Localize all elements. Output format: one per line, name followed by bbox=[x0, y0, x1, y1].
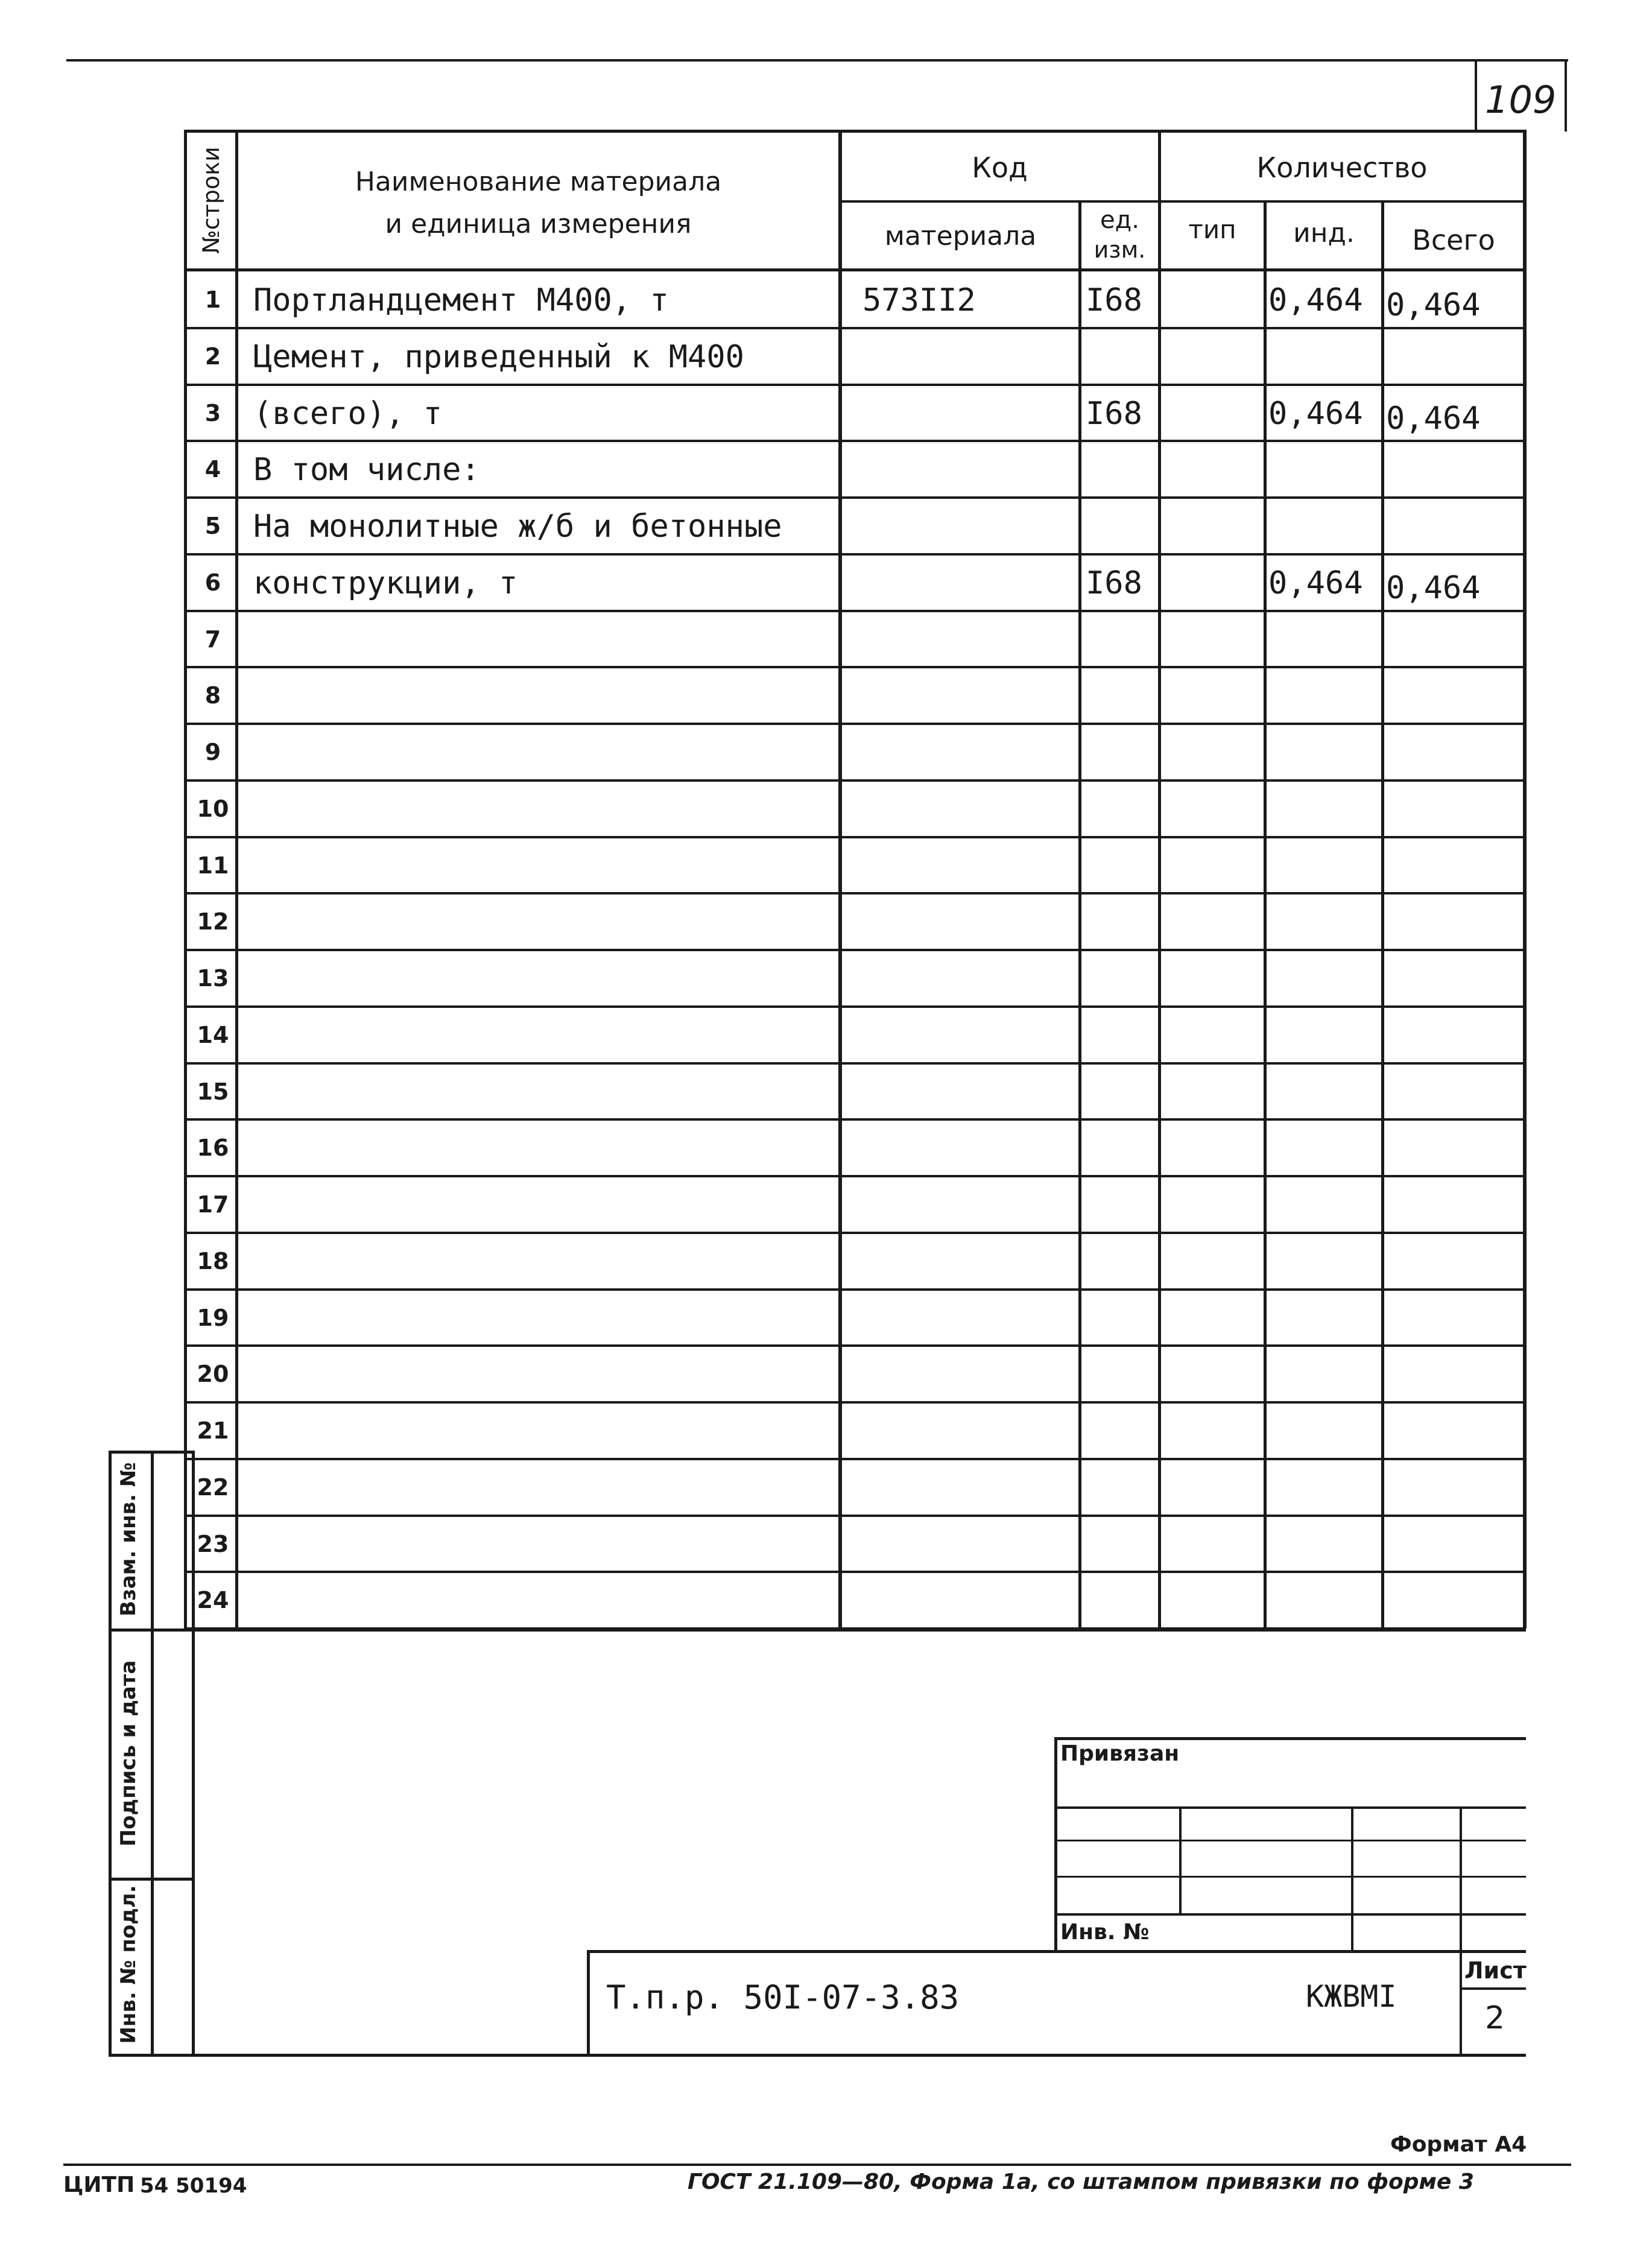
row-divider bbox=[184, 666, 1526, 668]
inv-podl-label: Инв. № подл. bbox=[116, 1885, 141, 2044]
row-number-header: №строки bbox=[198, 147, 224, 254]
code-header: Код bbox=[972, 151, 1028, 184]
row-number: 20 bbox=[197, 1361, 229, 1387]
signature-date-label: Подпись и дата bbox=[116, 1660, 141, 1847]
row-number: 19 bbox=[197, 1305, 229, 1331]
privyazan-label: Привязан bbox=[1060, 1741, 1180, 1766]
row-number: 9 bbox=[204, 739, 221, 765]
type-header: тип bbox=[1188, 215, 1236, 244]
row-divider bbox=[184, 384, 1526, 386]
row-number: 14 bbox=[197, 1022, 229, 1048]
row-number: 2 bbox=[204, 343, 221, 370]
row-divider bbox=[184, 1005, 1526, 1008]
vzam-inv-label: Взам. инв. № bbox=[116, 1462, 141, 1616]
name-header-line2: и единица измерения bbox=[385, 209, 692, 239]
row-divider bbox=[184, 1458, 1526, 1460]
material-name-cell: Цемент, приведенный к М400 bbox=[253, 339, 744, 375]
unit-code-cell: I68 bbox=[1086, 396, 1142, 432]
row-number: 6 bbox=[204, 569, 221, 596]
row-number: 7 bbox=[204, 626, 221, 653]
format-label: Формат А4 bbox=[1390, 2132, 1527, 2157]
row-number: 22 bbox=[197, 1474, 229, 1501]
row-divider bbox=[184, 1344, 1526, 1347]
material-code-header: материала bbox=[884, 221, 1037, 252]
total-quantity-cell: 0,464 bbox=[1386, 570, 1481, 606]
top-border bbox=[66, 59, 1568, 62]
row-number: 10 bbox=[197, 796, 229, 822]
row-number: 24 bbox=[197, 1587, 229, 1613]
material-name-cell: Портландцемент М400, т bbox=[253, 282, 669, 318]
page-number-box-left bbox=[1475, 60, 1477, 131]
ind-quantity-cell: 0,464 bbox=[1268, 396, 1363, 432]
name-header-line1: Наименование материала bbox=[355, 166, 722, 197]
publisher: ЦИТП bbox=[63, 2173, 135, 2197]
row-divider bbox=[184, 949, 1526, 951]
page-number: 109 bbox=[1485, 78, 1557, 122]
row-divider bbox=[184, 327, 1526, 329]
ind-quantity-cell: 0,464 bbox=[1268, 282, 1363, 318]
row-divider bbox=[184, 723, 1526, 725]
row-number: 5 bbox=[204, 513, 221, 539]
row-divider bbox=[184, 1515, 1526, 1517]
row-divider bbox=[184, 610, 1526, 612]
total-quantity-cell: 0,464 bbox=[1386, 400, 1481, 437]
row-divider bbox=[184, 1401, 1526, 1404]
unit-code-cell: I68 bbox=[1086, 282, 1142, 318]
row-divider bbox=[184, 1062, 1526, 1065]
row-number: 11 bbox=[197, 852, 229, 879]
row-number: 3 bbox=[204, 400, 221, 426]
row-number: 4 bbox=[204, 456, 221, 483]
row-divider bbox=[184, 1288, 1526, 1291]
row-divider bbox=[184, 779, 1526, 782]
row-divider bbox=[184, 440, 1526, 442]
row-divider bbox=[184, 496, 1526, 499]
order-number: 54 50194 bbox=[140, 2174, 247, 2198]
row-number: 18 bbox=[197, 1248, 229, 1274]
ind-quantity-cell: 0,464 bbox=[1268, 565, 1363, 601]
sheet-number: 2 bbox=[1485, 2000, 1505, 2036]
sheet-label: Лист bbox=[1464, 1957, 1527, 1984]
row-number: 21 bbox=[197, 1417, 229, 1444]
ind-header: инд. bbox=[1293, 218, 1355, 249]
quantity-header: Количество bbox=[1256, 151, 1428, 184]
footer-line bbox=[63, 2164, 1571, 2166]
unit-header-line2: изм. bbox=[1093, 236, 1146, 263]
row-number: 8 bbox=[204, 682, 221, 709]
document-code: Т.п.р. 50I-07-3.83 bbox=[606, 1978, 960, 2016]
row-divider bbox=[184, 553, 1526, 556]
row-number: 16 bbox=[197, 1135, 229, 1161]
page-number-box-right bbox=[1565, 60, 1567, 131]
unit-code-cell: I68 bbox=[1086, 565, 1142, 601]
row-number: 13 bbox=[197, 965, 229, 992]
gost-reference: ГОСТ 21.109—80, Форма 1а, со штампом привязки по форме 3 bbox=[688, 2170, 1474, 2194]
row-divider bbox=[184, 836, 1526, 838]
row-divider bbox=[184, 1118, 1526, 1121]
row-number: 1 bbox=[204, 286, 221, 313]
material-code-cell: 573II2 bbox=[862, 282, 976, 318]
row-number: 15 bbox=[197, 1078, 229, 1105]
row-number: 12 bbox=[197, 908, 229, 935]
row-number: 17 bbox=[197, 1191, 229, 1218]
row-divider bbox=[184, 1175, 1526, 1177]
unit-header-line1: ед. bbox=[1100, 206, 1139, 234]
material-name-cell: конструкции, т bbox=[253, 565, 518, 601]
total-quantity-cell: 0,464 bbox=[1386, 287, 1481, 323]
material-name-cell: (всего), т bbox=[253, 396, 443, 432]
inv-no-label: Инв. № bbox=[1060, 1920, 1150, 1945]
material-name-cell: В том числе: bbox=[253, 452, 480, 488]
document-mark: КЖВМI bbox=[1306, 1979, 1397, 2014]
row-divider bbox=[184, 1232, 1526, 1234]
row-number: 23 bbox=[197, 1531, 229, 1557]
total-header: Всего bbox=[1412, 224, 1495, 256]
material-name-cell: На монолитные ж/б и бетонные bbox=[253, 508, 782, 545]
row-divider bbox=[184, 1571, 1526, 1573]
row-divider bbox=[184, 892, 1526, 894]
